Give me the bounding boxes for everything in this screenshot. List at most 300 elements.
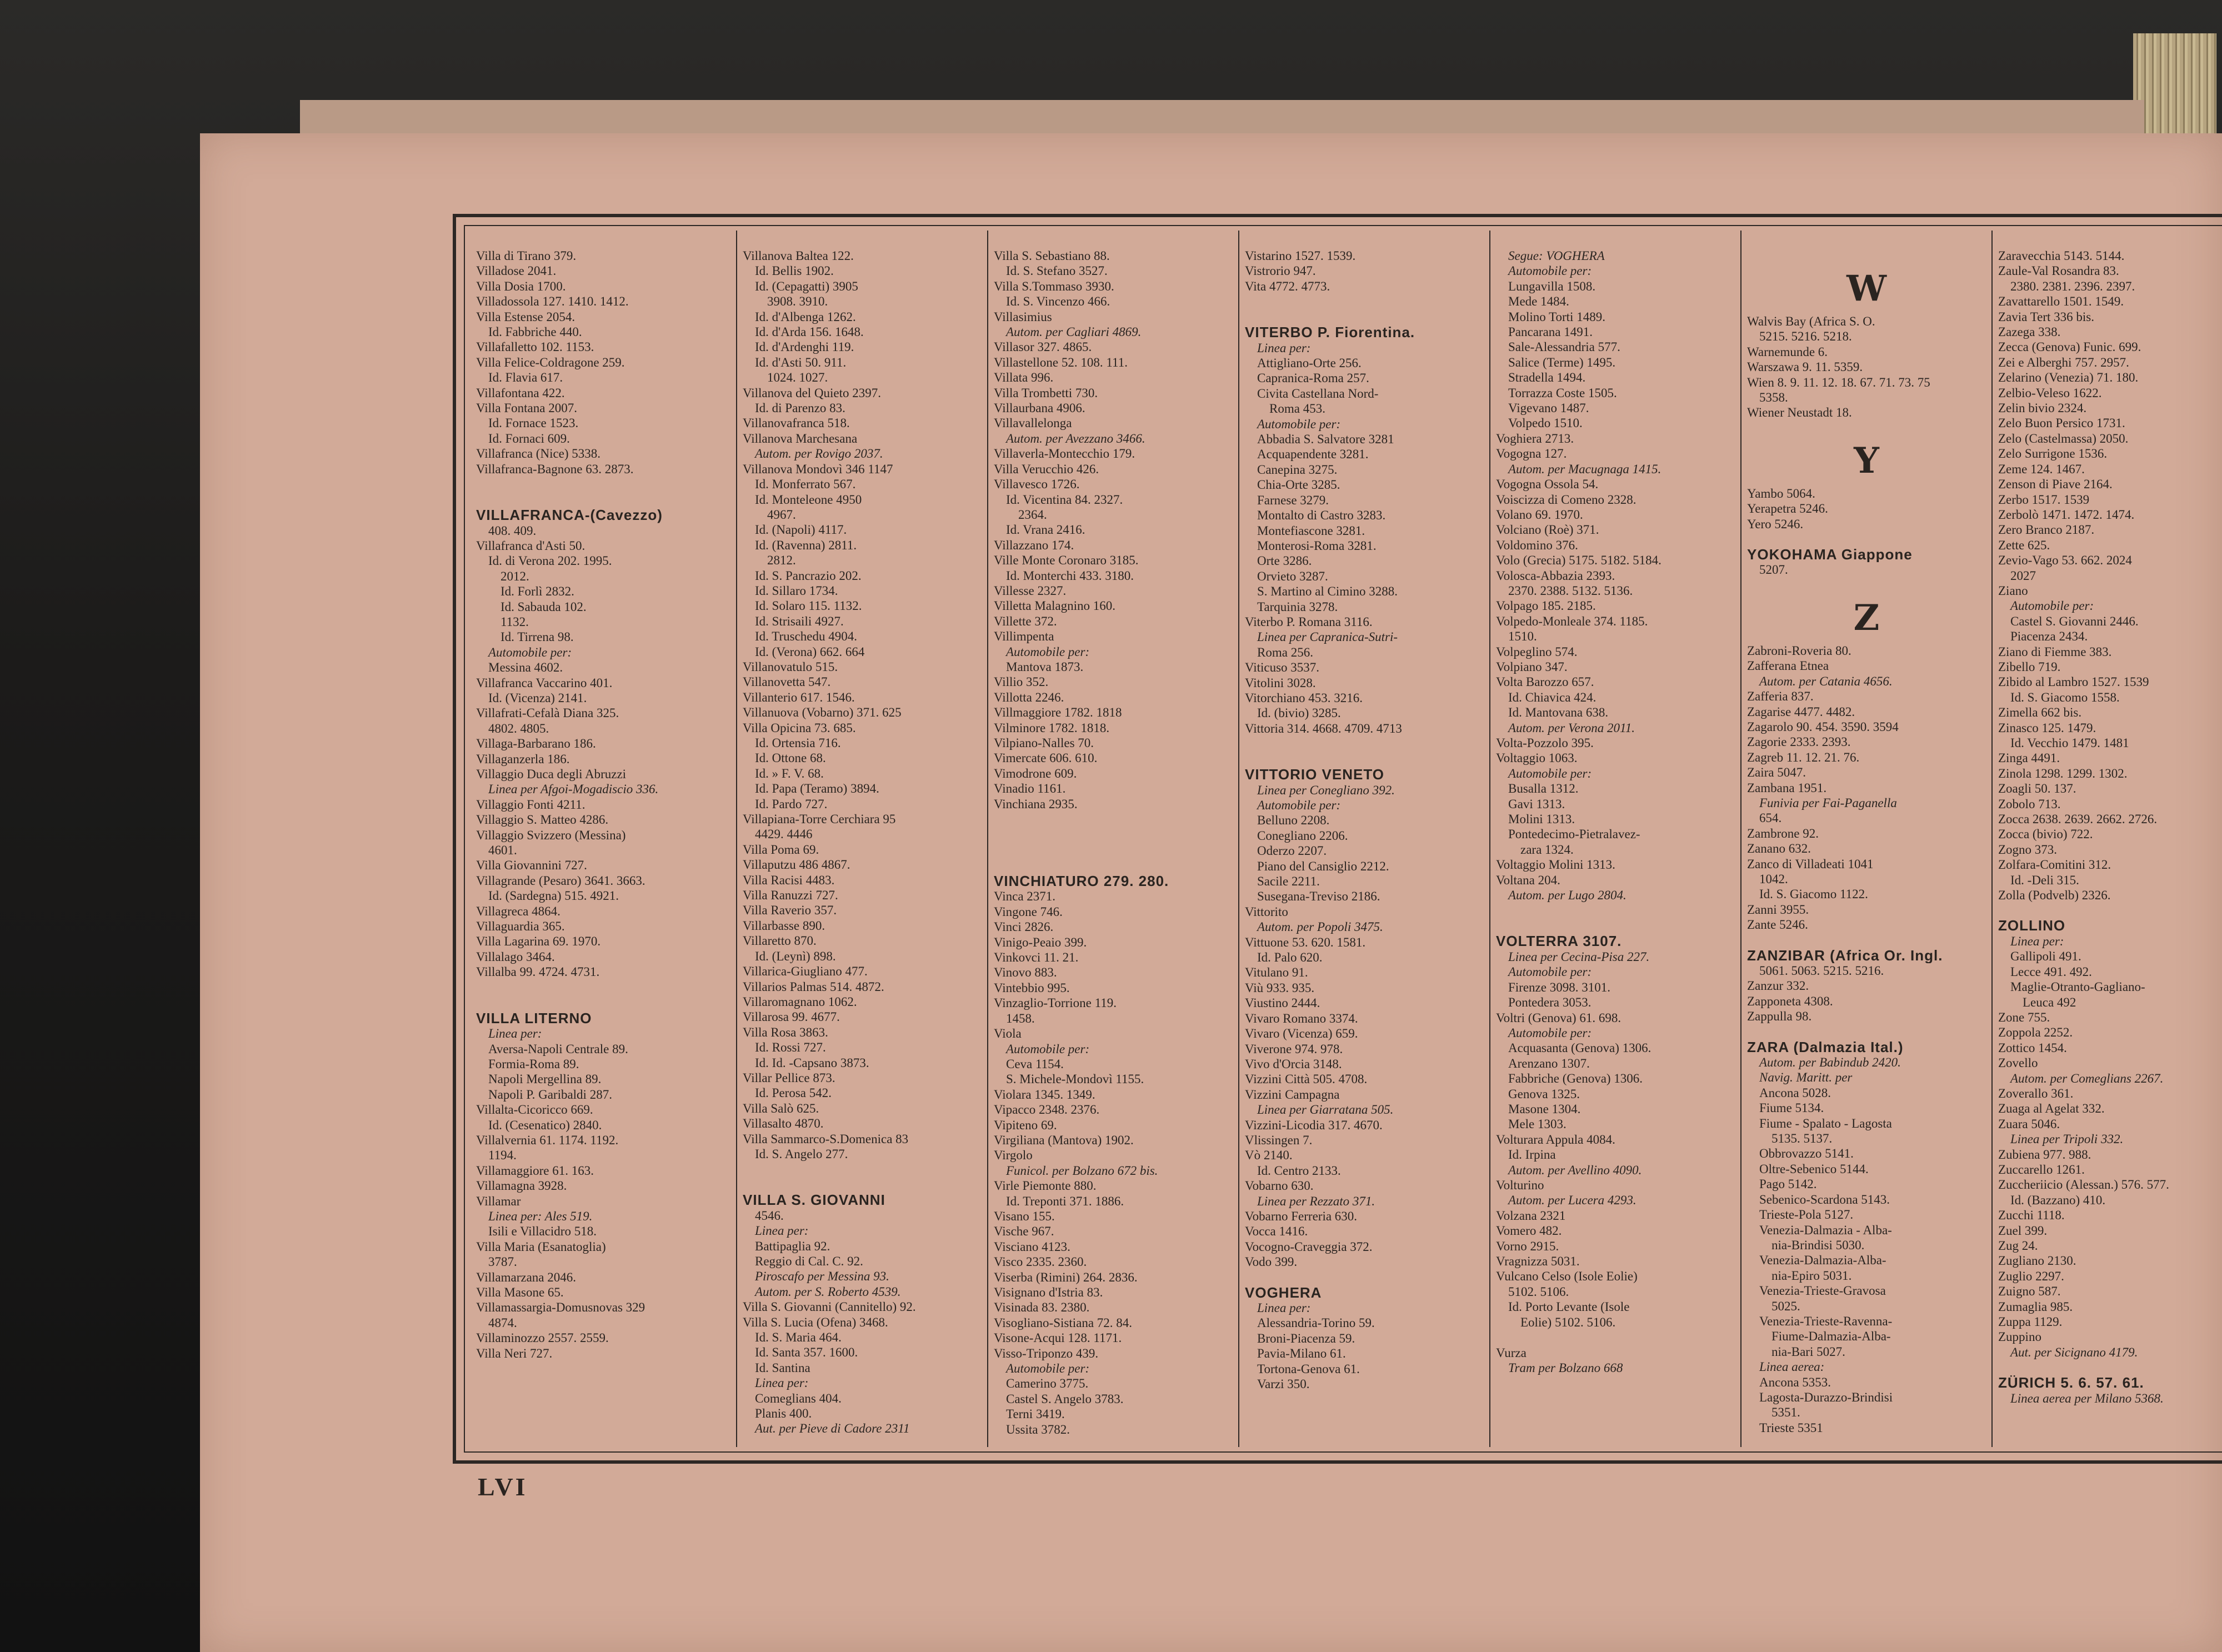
index-entry: Zette 625. [1998,538,2050,552]
index-entry: Venezia-Trieste-Ravenna- [1759,1314,1893,1328]
index-entry [1747,248,1986,264]
index-entry: Id. Papa (Teramo) 3894. [755,782,879,796]
index-entry: Villar Pellice 873. [743,1070,835,1085]
index-entry: Tortona-Genova 61. [1257,1361,1360,1376]
index-entry: Zaravecchia 5143. 5144. [1998,249,2125,263]
index-entry: Villa Opicina 73. 685. [743,720,856,735]
index-entry: Conegliano 2206. [1257,828,1348,843]
index-entry: Vitorchiano 453. 3216. [1245,690,1363,705]
index-entry: Villalta-Cicoricco 669. [476,1103,593,1117]
index-entry: 5351. [1771,1405,1800,1420]
index-entry [1245,294,1484,309]
index-entry: Id. Vecchio 1479. 1481 [2010,736,2129,750]
index-entry: Volzana 2321 [1496,1208,1566,1223]
index-entry: Zelo (Castelmassa) 2050. [1998,431,2129,445]
index-entry: Villotta 2246. [994,690,1064,704]
index-entry: Id. Vrana 2416. [1006,523,1085,537]
index-entry: Id. S. Pancrazio 202. [755,568,862,583]
index-entry: 5358. [1759,391,1788,405]
index-entry [1747,420,1986,436]
index-column-6 [1747,248,1986,1443]
index-entry: Aversa-Napoli Centrale 89. [488,1042,628,1056]
index-entry: Villanova Baltea 122. [743,249,854,263]
index-entry: Vitolini 3028. [1245,675,1316,690]
index-entry: Zaule-Val Rosandra 83. [1998,264,2119,278]
index-entry: Orte 3286. [1257,554,1312,568]
index-entry: Villanterio 617. 1546. [743,690,855,704]
index-entry: Zelo Buon Persico 1731. [1998,416,2125,430]
index-entry: Id. S. Maria 464. [755,1330,842,1345]
index-entry: Villanova Mondovì 346 1147 [743,462,893,476]
index-entry: Yambo 5064. [1747,486,1815,500]
index-entry: Linea per: [1257,1301,1311,1315]
index-inner-border [464,225,2222,1453]
index-entry: Vocca 1416. [1245,1224,1308,1239]
index-entry [1496,903,1735,918]
index-entry: Id. Perosa 542. [755,1086,832,1100]
index-entry: Vodo 399. [1245,1255,1298,1269]
index-entry: 408. 409. [488,523,537,538]
index-entry: Arenzano 1307. [1508,1056,1590,1070]
index-entry: Visso-Triponzo 439. [994,1346,1099,1360]
index-entry: 2012. [501,569,529,583]
index-entry: Id. -Deli 315. [2010,873,2079,887]
index-entry: Volosca-Abbazia 2393. [1496,568,1615,583]
index-entry: Funivia per Fai-Paganella [1759,795,1897,810]
index-entry: Id. » F. V. 68. [755,766,824,780]
index-entry: Villaromagnano 1062. [743,994,857,1009]
index-entry: Zinga 4491. [1998,751,2060,765]
index-entry: Villimpenta [994,629,1054,644]
index-entry: Zolfara-Comitini 312. [1998,858,2111,872]
index-entry: Zibido al Lambro 1527. 1539 [1998,675,2149,689]
index-entry: Castel S. Angelo 3783. [1006,1391,1124,1406]
index-entry: Villa S. Sebastiano 88. [994,249,1110,263]
index-entry: Montefiascone 3281. [1257,523,1365,538]
index-entry: Villaputzu 486 4867. [743,858,850,872]
index-entry: Isili e Villacidro 518. [488,1224,597,1239]
index-entry [1998,903,2220,918]
index-entry: Zafferana Etnea [1747,659,1829,673]
index-entry: Vomero 482. [1496,1224,1562,1238]
index-entry: Id. Chiavica 424. [1508,690,1597,704]
index-entry: ZOLLINO [1998,918,2066,934]
index-entry: Id. d'Ardenghi 119. [755,340,854,354]
index-entry: Vistarino 1527. 1539. [1245,249,1356,263]
index-entry: W [1846,268,1886,309]
index-entry: Autom. per Macugnaga 1415. [1508,462,1662,476]
index-entry: 5215. 5216. 5218. [1759,329,1852,344]
index-entry: Wiener Neustadt 18. [1747,406,1852,420]
index-entry: Vitulano 91. [1245,965,1308,980]
index-entry: Linea per: Ales 519. [488,1209,593,1223]
index-entry: Id. (Leynì) 898. [755,949,836,963]
index-entry: Linea per Cecina-Pisa 227. [1508,949,1650,964]
index-entry: Pontedecimo-Pietralavez- [1508,827,1640,842]
index-entry: Abbadia S. Salvatore 3281 [1257,432,1394,447]
index-entry: Villa Dosia 1700. [476,279,566,293]
index-entry: Zavia Tert 336 bis. [1998,309,2094,324]
index-entry: Villalba 99. 4724. 4731. [476,965,600,979]
index-entry: Villastellone 52. 108. 111. [994,355,1128,369]
index-entry: S. Michele-Mondovì 1155. [1006,1072,1144,1087]
index-entry: Zocca (bivio) 722. [1998,827,2093,842]
index-entry: S. Martino al Cimino 3288. [1257,584,1398,599]
index-entry: Zuccheriicio (Alessan.) 576. 577. [1998,1178,2169,1192]
index-entry: Yerapetra 5246. [1747,502,1828,516]
index-entry: Zagarolo 90. 454. 3590. 3594 [1747,719,1899,734]
index-entry: Zappulla 98. [1747,1009,1812,1024]
index-entry: Volano 69. 1970. [1496,507,1583,522]
index-entry: Zante 5246. [1747,918,1808,932]
index-entry: Fiume-Dalmazia-Alba- [1771,1329,1891,1344]
index-entry: Villaggio Fonti 4211. [476,797,585,812]
index-entry: Villasor 327. 4865. [994,340,1092,354]
index-entry: Zimella 662 bis. [1998,705,2082,720]
index-entry: Canepina 3275. [1257,462,1338,477]
index-entry: Venezia-Dalmazia - Alba- [1759,1223,1892,1237]
index-entry: Zinasco 125. 1479. [1998,720,2096,735]
index-entry: Id. Pardo 727. [755,797,828,811]
index-column-3 [994,248,1233,1443]
index-entry: Villa Estense 2054. [476,309,575,324]
index-entry: Automobile per: [488,645,572,659]
index-entry: Ziano di Fiemme 383. [1998,644,2112,659]
index-entry: Vigevano 1487. [1508,401,1589,415]
index-entry: 5135. 5137. [1771,1132,1833,1146]
index-entry: Venezia-Dalmazia-Alba- [1759,1253,1886,1268]
index-entry: Villanovatulo 515. [743,659,838,674]
index-entry: Villa Neri 727. [476,1346,553,1360]
index-entry: Vò 2140. [1245,1148,1293,1163]
index-entry: Villasimius [994,309,1052,324]
index-entry: Firenze 3098. 3101. [1508,980,1610,994]
index-entry: Id. Flavia 617. [488,371,563,385]
index-entry: Villa Racisi 4483. [743,873,835,887]
index-entry: Villanovetta 547. [743,675,831,689]
index-entry: Villaggio Duca degli Abruzzi [476,767,627,781]
index-entry: Villalvernia 61. 1174. 1192. [476,1133,619,1147]
index-entry: Villaminozzo 2557. 2559. [476,1331,609,1345]
index-entry: Zagreb 11. 12. 21. 76. [1747,750,1860,764]
index-entry: Id. (Ravenna) 2811. [755,538,857,552]
index-entry: Id. (Vicenza) 2141. [488,690,587,705]
index-entry: Villa Felice-Coldragone 259. [476,355,625,369]
index-entry: Voiscizza di Comeno 2328. [1496,492,1637,507]
index-entry: Id. Mantovana 638. [1508,705,1609,720]
index-entry: 4601. [488,843,517,858]
index-entry: Villapiana-Torre Cerchiara 95 [743,812,896,827]
index-entry: Villaretto 870. [743,934,817,948]
index-entry [476,995,715,1011]
index-entry: Pontedera 3053. [1508,995,1592,1010]
index-entry: Ancona 5353. [1759,1375,1831,1389]
index-entry: Zolla (Podvelb) 2326. [1998,888,2111,903]
index-entry: Tram per Bolzano 668 [1508,1361,1623,1375]
index-entry: Molino Torti 1489. [1508,309,1605,324]
index-entry [1245,1270,1484,1285]
index-entry: Villanovafranca 518. [743,416,850,430]
index-entry: Planis 400. [755,1406,812,1421]
index-entry: Villio 352. [994,675,1049,689]
index-entry [994,827,1233,843]
index-entry: Vittorito [1245,904,1288,919]
index-entry: Zabroni-Roveria 80. [1747,643,1851,658]
index-entry: ZÜRICH 5. 6. 57. 61. [1998,1375,2144,1391]
index-entry: Id. d'Arda 156. 1648. [755,325,864,339]
index-entry: Vlissingen 7. [1245,1133,1313,1147]
index-entry: Napoli Mergellina 89. [488,1072,602,1087]
index-entry: Autom. per Cagliari 4869. [1006,325,1142,339]
index-entry: Villa Fontana 2007. [476,401,577,415]
index-entry: Vittoria 314. 4668. 4709. 4713 [1245,721,1402,735]
index-entry: Vivaro (Vicenza) 659. [1245,1027,1358,1041]
index-entry: Villa Masone 65. [476,1285,564,1299]
index-entry: Id. Bellis 1902. [755,264,834,278]
index-entry: Aut. per Sicignano 4179. [2010,1345,2138,1359]
index-entry: Villmaggiore 1782. 1818 [994,705,1122,720]
index-entry: Villafontana 422. [476,386,565,400]
index-entry: Terni 3419. [1006,1407,1065,1421]
index-entry: Id. Truschedu 4904. [755,629,858,644]
index-entry: Villette 372. [994,614,1057,628]
index-entry: Viserba (Rimini) 264. 2836. [994,1270,1138,1284]
index-entry: Volpago 185. 2185. [1496,599,1596,613]
index-entry: Id. (bivio) 3285. [1257,706,1341,720]
index-entry: Zambrone 92. [1747,826,1819,840]
index-entry: Zogno 373. [1998,842,2058,857]
index-entry: Violara 1345. 1349. [994,1087,1095,1102]
index-entry: Maglie-Otranto-Gagliano- [2010,980,2145,994]
index-entry: Chia-Orte 3285. [1257,478,1340,492]
index-entry: Piroscafo per Messina 93. [755,1269,889,1284]
index-entry: Zevio-Vago 53. 662. 2024 [1998,553,2132,568]
index-entry: Zobolo 713. [1998,797,2061,811]
index-column-5 [1496,248,1735,1443]
index-entry: Villagrande (Pesaro) 3641. 3663. [476,873,645,888]
index-entry: Civita Castellana Nord- [1257,386,1379,401]
index-entry: Id. Forlì 2832. [501,584,574,599]
index-entry: Fiume - Spalato - Lagosta [1759,1116,1892,1130]
index-entry: Vizzini Città 505. 4708. [1245,1072,1368,1087]
index-entry [1496,918,1735,934]
index-entry: Visignano d'Istria 83. [994,1285,1103,1299]
index-entry: Zug 24. [1998,1239,2038,1253]
index-entry: Villa Rosa 3863. [743,1025,828,1039]
index-entry: VINCHIATURO 279. 280. [994,874,1169,889]
index-entry: Acquapendente 3281. [1257,447,1369,462]
index-entry: Battipaglia 92. [755,1239,830,1253]
index-frame [453,214,2222,1464]
index-entry: Linea per: [488,1027,542,1041]
index-entry: Villa Ranuzzi 727. [743,888,838,903]
index-entry: Zuccarello 1261. [1998,1162,2085,1177]
index-entry: Vinca 2371. [994,889,1056,904]
index-entry: Aut. per Pieve di Cadore 2311 [755,1421,910,1436]
index-entry: Zelarino (Venezia) 71. 180. [1998,371,2139,385]
index-entry: Volpeglino 574. [1496,644,1578,659]
column-divider [1238,231,1239,1447]
index-entry: Villaguardia 365. [476,919,565,934]
index-entry: Vittuone 53. 620. 1581. [1245,935,1366,949]
index-entry: Villamaggiore 61. 163. [476,1163,594,1178]
index-entry: Zoagli 50. 137. [1998,782,2076,796]
index-entry: Zuigno 587. [1998,1284,2061,1299]
index-entry: Autom. per Comeglians 2267. [2010,1071,2164,1085]
index-entry: nia-Brindisi 5030. [1771,1238,1865,1252]
index-entry: 1042. [1759,872,1788,886]
index-entry: Zinola 1298. 1299. 1302. [1998,766,2128,780]
column-divider [1740,231,1741,1447]
index-entry: Eolie) 5102. 5106. [1520,1315,1616,1329]
index-entry: Villa Salò 625. [743,1101,819,1115]
index-entry: Virgolo [994,1148,1033,1163]
index-entry: 4874. [488,1315,517,1330]
index-entry: Linea per Afgoi-Mogadiscio 336. [488,782,659,797]
index-entry: Linea per: [1257,341,1311,355]
index-entry: Villa Trombetti 730. [994,386,1098,400]
index-entry: Molini 1313. [1508,812,1575,827]
index-entry: Zelin bivio 2324. [1998,401,2087,415]
index-entry: Volta Barozzo 657. [1496,675,1594,689]
index-entry: Vinigo-Peaio 399. [994,935,1087,949]
index-entry: Id. Ottone 68. [755,751,826,765]
index-entry: 2364. [1018,507,1047,522]
index-entry: Volturara Appula 4084. [1496,1132,1615,1147]
index-entry: Sale-Alessandria 577. [1508,340,1620,354]
index-entry: Automobile per: [1257,798,1341,812]
index-entry: Wien 8. 9. 11. 12. 18. 67. 71. 73. 75 [1747,375,1930,389]
index-entry: Castel S. Giovanni 2446. [2010,614,2139,628]
index-entry: Id. Solaro 115. 1132. [755,599,862,613]
index-entry: Villafranca-Bagnone 63. 2873. [476,462,634,476]
index-entry: Id. di Verona 202. 1995. [488,554,612,568]
index-entry: Vinzaglio-Torrione 119. [994,996,1117,1010]
index-entry: Id. Vicentina 84. 2327. [1006,492,1123,507]
index-entry: Automobile per: [2010,599,2094,613]
index-entry: Segue: VOGHERA [1508,249,1605,263]
index-entry: Vobarno Ferreria 630. [1245,1209,1358,1223]
index-entry: Vintebbio 995. [994,980,1070,995]
index-entry: Villamassargia-Domusnovas 329 [476,1300,645,1315]
index-entry: 4802. 4805. [488,721,549,735]
index-entry: Id. (Bazzano) 410. [2010,1193,2106,1207]
index-entry: Reggio di Cal. C. 92. [755,1254,863,1268]
index-entry: Warnemunde 6. [1747,344,1828,359]
index-entry: Villaganzerla 186. [476,752,570,766]
index-entry: Id. Fabbriche 440. [488,325,582,339]
index-entry: Visciano 4123. [994,1239,1070,1254]
index-entry: Vimercate 606. 610. [994,751,1098,765]
index-entry: Sacile 2211. [1257,874,1320,889]
index-entry: Mede 1484. [1508,294,1569,309]
index-entry: Villa Raverio 357. [743,903,837,918]
index-entry: Ussita 3782. [1006,1422,1070,1436]
index-entry: Id. Monterchi 433. 3180. [1006,568,1134,583]
index-entry: Piano del Cansiglio 2212. [1257,859,1389,873]
index-entry: Automobile per: [1006,1361,1090,1376]
index-entry: Automobile per: [1257,417,1341,431]
index-entry: Zazega 338. [1998,325,2061,339]
index-entry: Trieste 5351 [1759,1420,1823,1435]
index-entry: Venezia-Trieste-Gravosa [1759,1284,1886,1298]
index-entry [476,492,715,508]
index-entry [1245,309,1484,325]
index-entry: Virle Piemonte 880. [994,1179,1097,1193]
index-entry: Id. Centro 2133. [1257,1163,1341,1178]
index-entry: Linea per: [755,1376,809,1390]
index-entry: 5061. 5063. 5215. 5216. [1759,964,1884,978]
index-entry: Villa Poma 69. [743,842,819,857]
column-divider [1991,231,1993,1447]
index-entry [1496,1330,1735,1345]
index-entry: Z [1853,597,1880,639]
index-entry: Linea per Tripoli 332. [2010,1132,2124,1147]
index-entry: 4967. [767,507,796,522]
index-entry: Tarquinia 3278. [1257,599,1338,614]
index-entry: Zuppino [1998,1330,2041,1344]
index-entry: Vilminore 1782. 1818. [994,720,1110,735]
index-entry: Fabbriche (Genova) 1306. [1508,1072,1643,1086]
index-entry: Visinada 83. 2380. [994,1300,1090,1315]
index-entry: Autom. per Verona 2011. [1508,720,1635,735]
index-entry: Zugliano 2130. [1998,1254,2076,1268]
index-entry: 5025. [1771,1299,1800,1313]
index-entry: 2370. 2388. 5132. 5136. [1508,583,1633,598]
index-entry: Genova 1325. [1508,1087,1580,1101]
index-entry: Villa Maria (Esanatoglia) [476,1239,606,1254]
index-entry: Vivo d'Orcia 3148. [1245,1057,1342,1071]
index-entry: Acquasanta (Genova) 1306. [1508,1041,1652,1055]
index-entry: Villafrati-Cefalà Diana 325. [476,706,619,720]
index-entry: Volo (Grecia) 5175. 5182. 5184. [1496,553,1662,568]
index-entry: Vimodrone 609. [994,766,1077,780]
index-entry: Camerino 3775. [1006,1376,1089,1391]
index-entry: Id. Sabauda 102. [501,599,587,614]
index-entry: Id. Id. -Capsano 3873. [755,1055,869,1070]
index-entry: Zavattarello 1501. 1549. [1998,294,2124,309]
index-entry: Stradella 1494. [1508,371,1586,385]
index-entry: Lungavilla 1508. [1508,279,1596,293]
index-entry: Zecca (Genova) Funic. 699. [1998,340,2141,354]
index-entry: Villata 996. [994,371,1054,385]
index-entry: Comeglians 404. [755,1391,842,1405]
index-entry: Visone-Acqui 128. 1171. [994,1331,1122,1345]
index-entry: Villetta Malagnino 160. [994,599,1115,613]
index-entry: 3787. [488,1255,517,1269]
index-entry: Zagarise 4477. 4482. [1747,704,1855,719]
index-entry: Linea per Conegliano 392. [1257,783,1395,797]
index-entry: Vogogna Ossola 54. [1496,477,1599,492]
index-entry: ZARA (Dalmazia Ital.) [1747,1039,1904,1055]
index-entry: Messina 4602. [488,660,563,675]
index-entry: Zoverallo 361. [1998,1086,2074,1100]
index-entry: Zagorie 2333. 2393. [1747,735,1851,749]
index-entry: 5207. [1759,563,1788,577]
index-entry: Autom. per Avellino 4090. [1508,1163,1642,1177]
index-entry: Id. (Verona) 662. 664 [755,644,865,659]
index-entry: Villadose 2041. [476,264,557,278]
index-entry: Villanova Marchesana [743,431,858,445]
index-entry: 3908. 3910. [767,294,828,309]
index-entry: Yero 5246. [1747,517,1804,531]
index-entry: Villa S.Tommaso 3930. [994,279,1114,293]
index-entry: Villa S. Giovanni (Cannitello) 92. [743,1300,916,1314]
index-entry: Torrazza Coste 1505. [1508,386,1617,400]
index-entry: Id. Fornace 1523. [488,416,579,430]
column-divider [987,231,988,1447]
index-entry [1245,752,1484,767]
